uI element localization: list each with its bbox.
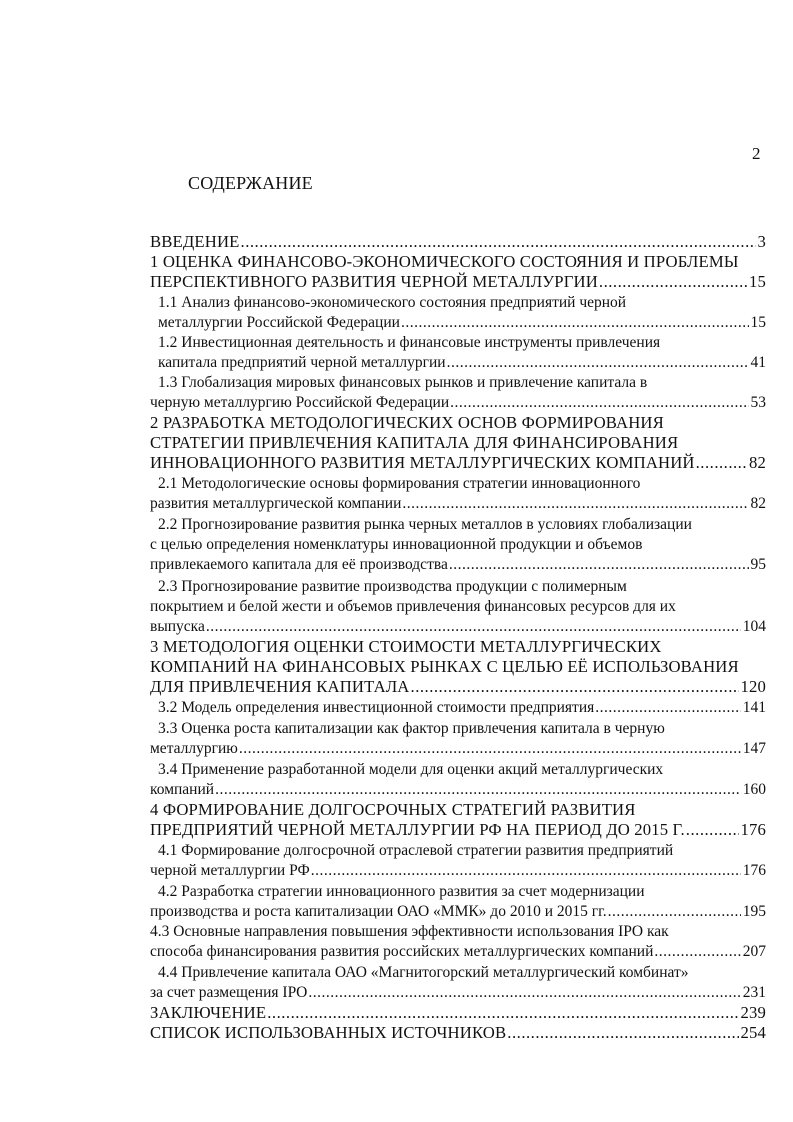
toc-entry-3-4[interactable]: 3.4 Применение разработанной модели для оценки акций металлургических [158,761,664,778]
toc-page-number: 82 [749,453,766,472]
toc-entry-4-4[interactable]: 4.4 Привлечение капитала ОАО «Магнитогорский металлургический комбинат» [158,964,689,981]
toc-page-number: 41 [750,354,766,371]
toc-entry-references[interactable]: СПИСОК ИСПОЛЬЗОВАННЫХ ИСТОЧНИКОВ ..... 254 [150,1023,766,1043]
toc-entry-chapter-4-end[interactable]: ПРЕДПРИЯТИЙ ЧЕРНОЙ МЕТАЛЛУРГИИ РФ НА ПЕРИОД ДО 2015 Г. ..... 176 [150,820,766,840]
toc-entry-4-1-end[interactable]: черной металлургии РФ ..... 176 [150,861,766,881]
toc-entry-4-2-end[interactable]: производства и роста капитализации ОАО «ММК» до 2010 и 2015 гг. ..... 195 [150,902,766,922]
toc-page-number: 254 [740,1023,766,1042]
toc-page-number: 147 [742,740,766,757]
toc-page-number: 82 [750,495,766,512]
toc-page-number: 15 [749,272,766,291]
toc-entry-1-1-end[interactable]: металлургии Российской Федерации ..... 15 [158,313,766,333]
toc-page-number: 120 [740,677,766,696]
toc-entry-chapter-2-cont[interactable]: СТРАТЕГИИ ПРИВЛЕЧЕНИЯ КАПИТАЛА ДЛЯ ФИНАНСИРОВАНИЯ [150,433,679,452]
toc-entry-chapter-2[interactable]: 2 РАЗРАБОТКА МЕТОДОЛОГИЧЕСКИХ ОСНОВ ФОРМИРОВАНИЯ [150,413,664,432]
toc-entry-2-2-end[interactable]: привлекаемого капитала для её производства ..... 95 [150,555,766,575]
toc-page-number: 141 [742,699,766,716]
toc-entry-4-4-end[interactable]: за счет размещения IPO ..... 231 [150,983,766,1003]
toc-entry-1-2[interactable]: 1.2 Инвестиционная деятельность и финансовые инструменты привлечения [158,334,661,351]
toc-entry-chapter-3-end[interactable]: ДЛЯ ПРИВЛЕЧЕНИЯ КАПИТАЛА ..... 120 [150,677,766,697]
page-title: СОДЕРЖАНИЕ [188,173,313,193]
toc-entry-1-3-end[interactable]: черную металлургию Российской Федерации ..... 53 [150,393,766,413]
toc-entry-4-3[interactable]: 4.3 Основные направления повышения эффективности использования IPO как [150,923,669,940]
toc-entry-chapter-1[interactable]: 1 ОЦЕНКА ФИНАНСОВО-ЭКОНОМИЧЕСКОГО СОСТОЯНИЯ И ПРОБЛЕМЫ [150,252,739,271]
toc-entry-chapter-2-end[interactable]: ИННОВАЦИОННОГО РАЗВИТИЯ МЕТАЛЛУРГИЧЕСКИХ КОМПАНИЙ ..... 82 [150,453,766,473]
toc-page-number: 195 [742,903,766,920]
toc-page-number: 3 [757,232,766,251]
toc-entry-1-3[interactable]: 1.3 Глобализация мировых финансовых рынков и привлечение капитала в [158,374,648,391]
toc-entry-conclusion[interactable]: ЗАКЛЮЧЕНИЕ ..... 239 [150,1003,766,1023]
toc-entry-4-3-end[interactable]: способа финансирования развития российских металлургических компаний ..... 207 [150,942,766,962]
toc-entry-chapter-1-end[interactable]: ПЕРСПЕКТИВНОГО РАЗВИТИЯ ЧЕРНОЙ МЕТАЛЛУРГИИ ..... 15 [150,272,766,292]
toc-page-number: 104 [742,618,766,635]
toc-entry-3-3[interactable]: 3.3 Оценка роста капитализации как фактор привлечения капитала в черную [158,720,665,737]
toc-page-number: 176 [742,862,766,879]
toc-page-number: 176 [740,820,766,839]
toc-page-number: 160 [742,781,766,798]
toc-entry-2-1-end[interactable]: развития металлургической компании ..... 82 [150,494,766,514]
toc-page-number: 15 [750,314,766,331]
toc-entry-2-2-cont[interactable]: с целью определения номенклатуры инновационной продукции и объемов [150,536,643,553]
toc-page-number: 231 [742,984,766,1001]
toc-entry-1-2-end[interactable]: капитала предприятий черной металлургии ..... 41 [158,353,766,373]
toc-entry-chapter-3-cont[interactable]: КОМПАНИЙ НА ФИНАНСОВЫХ РЫНКАХ С ЦЕЛЬЮ ЕЁ ИСПОЛЬЗОВАНИЯ [150,657,739,676]
toc-page-number: 239 [740,1003,766,1022]
toc-entry-2-1[interactable]: 2.1 Методологические основы формирования стратегии инновационного [158,475,641,492]
toc-entry-2-3[interactable]: 2.3 Прогнозирование развитие производства продукции с полимерным [158,578,627,595]
toc-entry-2-3-cont[interactable]: покрытием и белой жести и объемов привлечения финансовых ресурсов для их [150,598,676,615]
toc-entry-introduction[interactable]: ВВЕДЕНИЕ ..... 3 [150,232,766,252]
toc-entry-4-2[interactable]: 4.2 Разработка стратегии инновационного развития за счет модернизации [158,883,645,900]
toc-entry-3-4-end[interactable]: компаний ..... 160 [150,780,766,800]
toc-page-number: 53 [750,394,766,411]
toc-entry-4-1[interactable]: 4.1 Формирование долгосрочной отраслевой стратегии развития предприятий [158,842,674,859]
toc-entry-chapter-3[interactable]: 3 МЕТОДОЛОГИЯ ОЦЕНКИ СТОИМОСТИ МЕТАЛЛУРГИЧЕСКИХ [150,637,662,656]
toc-entry-2-2[interactable]: 2.2 Прогнозирование развития рынка черных металлов в условиях глобализации [158,516,692,533]
toc-entry-chapter-4[interactable]: 4 ФОРМИРОВАНИЕ ДОЛГОСРОЧНЫХ СТРАТЕГИЙ РАЗВИТИЯ [150,800,636,819]
toc-entry-2-3-end[interactable]: выпуска ..... 104 [150,617,766,637]
toc-entry-1-1[interactable]: 1.1 Анализ финансово-экономического состояния предприятий черной [158,294,627,311]
toc-entry-3-2[interactable]: 3.2 Модель определения инвестиционной стоимости предприятия ..... 141 [158,698,766,718]
toc-entry-3-3-end[interactable]: металлургию ..... 147 [150,739,766,759]
toc-page-number: 207 [742,943,766,960]
page-number: 2 [752,144,761,163]
toc-page-number: 95 [750,556,766,573]
